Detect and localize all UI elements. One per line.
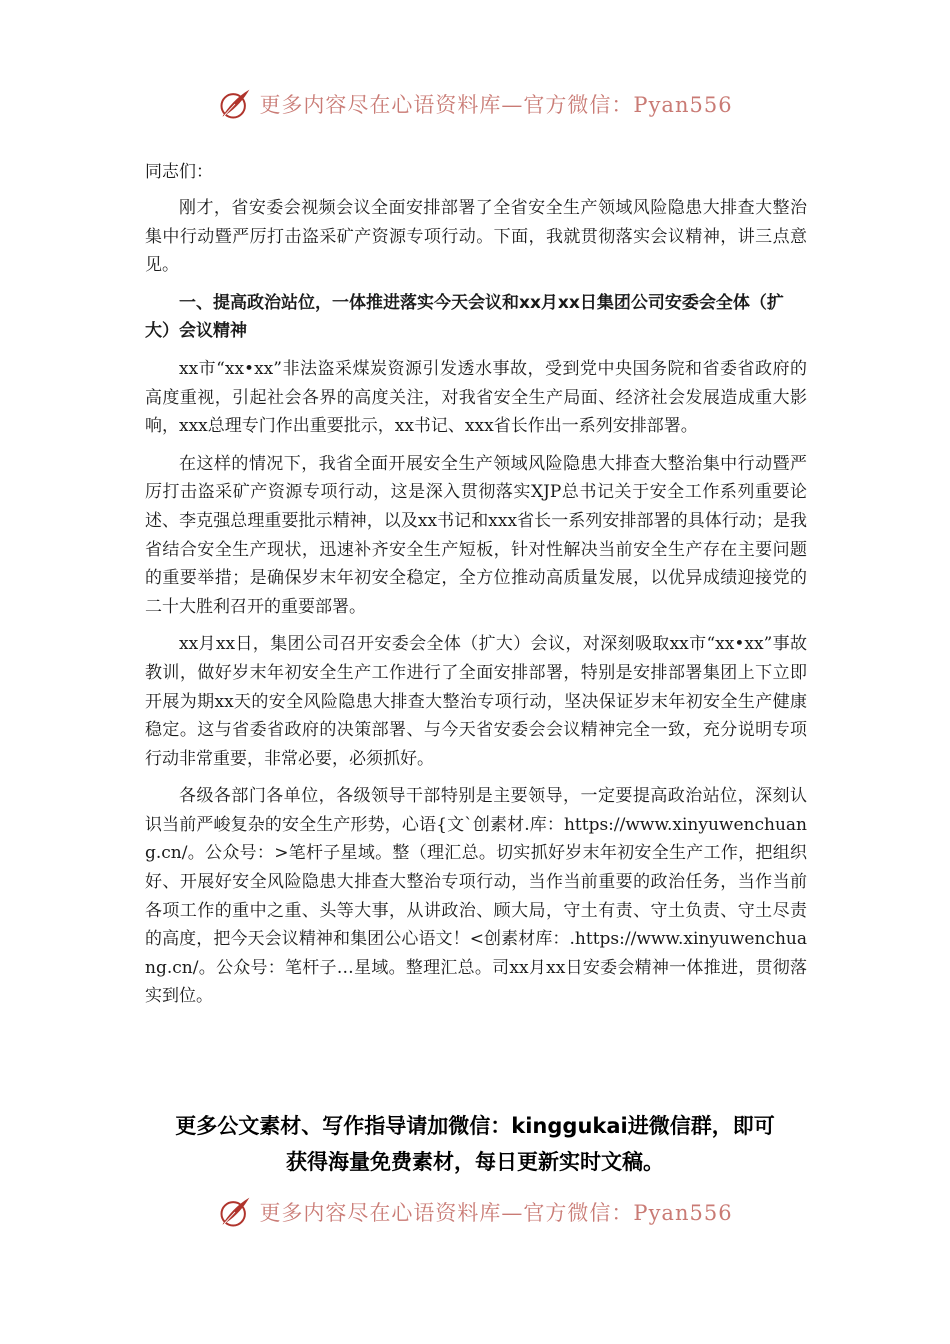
quill-pen-logo-icon — [217, 86, 253, 122]
promo-notice — [120, 1108, 830, 1180]
header-banner-text: 更多内容尽在心语资料库—官方微信：Pyan556 — [259, 93, 733, 117]
paragraph-intro: 刚才，省安委会视频会议全面安排部署了全省安全生产领域风险隐患大排查大整治集中行动暨严厉打击盗采矿产资源专项行动。下面，我就贯彻落实会议精神，讲三点意见。 — [145, 198, 807, 276]
header-banner — [0, 80, 950, 128]
promo-line-1: 更多公文素材、写作指导请加微信：kinggukai进微信群，即可 — [175, 1114, 775, 1138]
paragraph-requirements: 各级各部门各单位，各级领导干部特别是主要领导，一定要提高政治站位，深刻认识当前严峻复杂的安全生产形势，心语{文`创素材.库：https://www.xinyuwenchuang.cn/。公众号：>笔杆子星域。整（理汇总。切实抓好岁末年初安全生产工作，把组织好、开展好安全风险隐患大排查大整治专项行动，当作当前重要的政治任务，当作当前各项工作的重中之重、头等大事，从讲政治、顾大局，守土有责、守土负责、守土尽责的高度，把今天会议精神和集团公心语文！<创素材库：.https://www.xinyuwenchuang.cn/。公众号：笔杆子…星域。整理汇总。司xx月xx日安委会精神一体推进，贯彻落实到位。 — [145, 786, 807, 1007]
document-body — [145, 158, 807, 1020]
quill-pen-logo-icon — [217, 1194, 253, 1230]
paragraph-provincial-action: 在这样的情况下，我省全面开展安全生产领域风险隐患大排查大整治集中行动暨严厉打击盗采矿产资源专项行动，这是深入贯彻落实XJP总书记关于安全工作系列重要论述、李克强总理重要批示精神，以及xx书记和xxx省长一系列安排部署的具体行动；是我省结合安全生产现状，迅速补齐安全生产短板，针对性解决当前安全生产存在主要问题的重要举措；是确保岁末年初安全稳定，全方位推动高质量发展，以优异成绩迎接党的二十大胜利召开的重要部署。 — [145, 453, 807, 617]
paragraph-group-meeting: xx月xx日，集团公司召开安委会全体（扩大）会议，对深刻吸取xx市“xx•xx”事故教训，做好岁末年初安全生产工作进行了全面安排部署，特别是安排部署集团上下立即开展为期xx天的安全风险隐患大排查大整治专项行动，坚决保证岁末年初安全生产健康稳定。这与省委省政府的决策部署、与今天省安委会会议精神完全一致，充分说明专项行动非常重要，非常必要，必须抓好。 — [145, 634, 807, 769]
promo-line-2: 获得海量免费素材，每日更新实时文稿。 — [286, 1150, 664, 1174]
footer-banner — [0, 1188, 950, 1236]
section-heading-1: 一、提高政治站位，一体推进落实今天会议和xx月xx日集团公司安委会全体（扩大）会议精神 — [145, 292, 784, 342]
footer-banner-text: 更多内容尽在心语资料库—官方微信：Pyan556 — [259, 1201, 733, 1225]
salutation: 同志们： — [145, 162, 213, 182]
paragraph-incident: xx市“xx•xx”非法盗采煤炭资源引发透水事故，受到党中央国务院和省委省政府的高度重视，引起社会各界的高度关注，对我省安全生产局面、经济社会发展造成重大影响，xxx总理专门作出重要批示，xx书记、xxx省长作出一系列安排部署。 — [145, 358, 807, 437]
